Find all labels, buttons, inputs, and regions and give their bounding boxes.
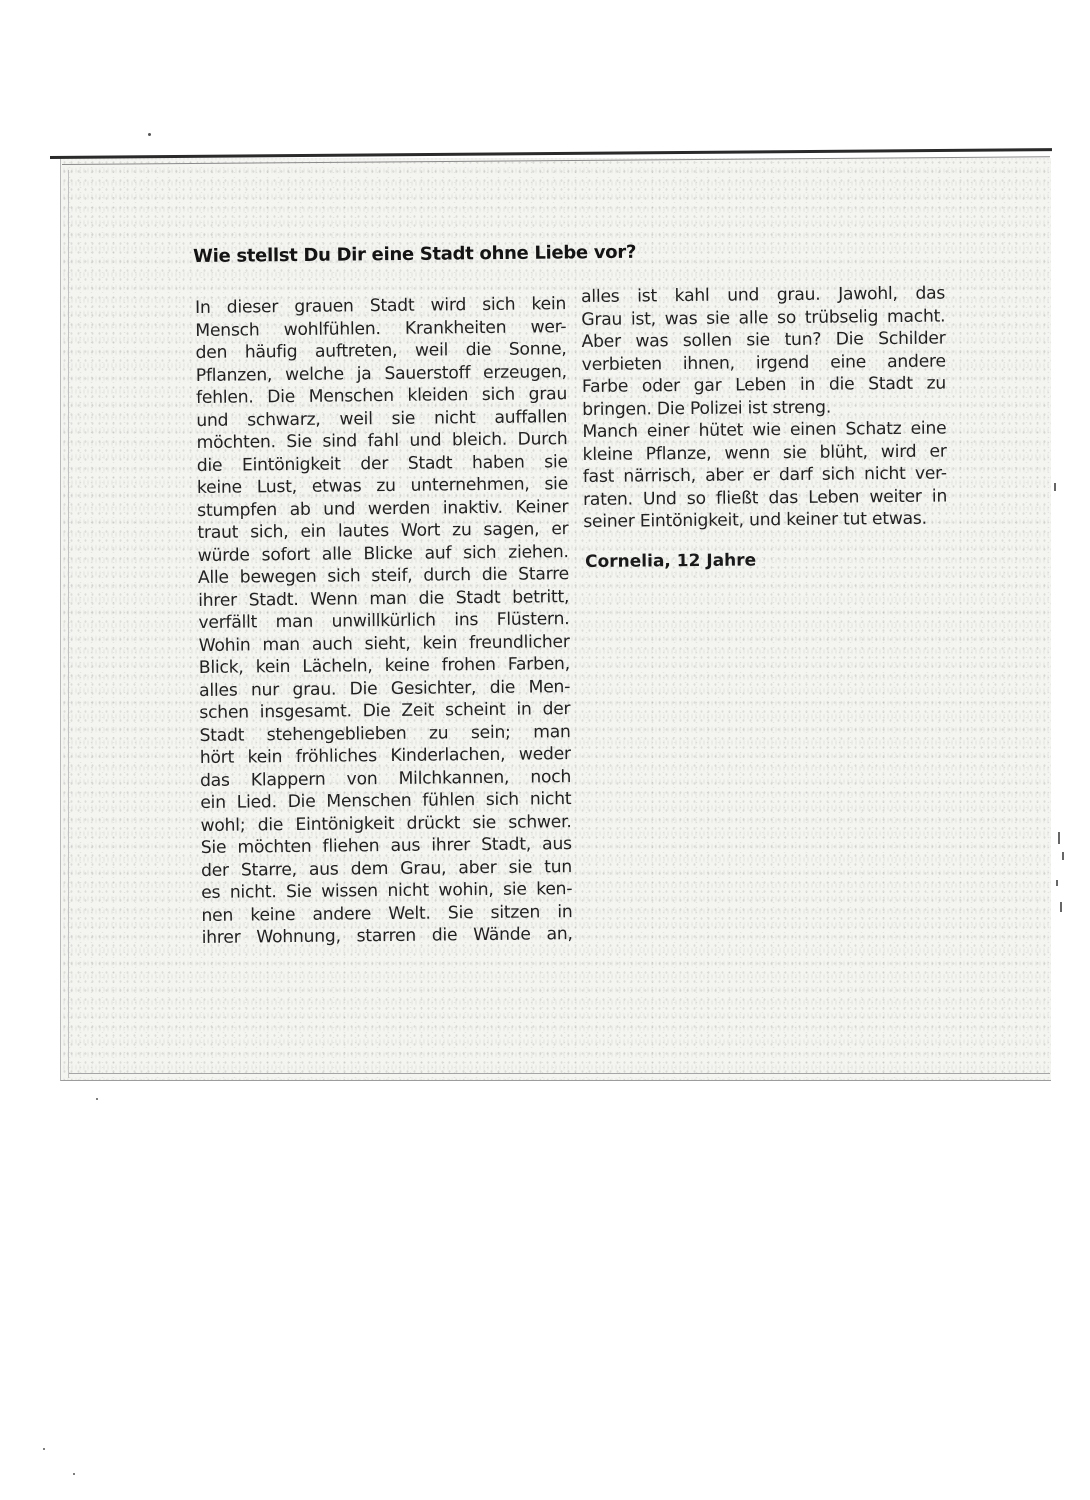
text-line: verbieten ihnen, irgend eine andere	[581, 351, 946, 375]
text-line: Alle bewegen sich steif, durch die Starre	[197, 564, 570, 588]
scan-speck	[96, 1098, 98, 1100]
text-line: In dieser grauen Stadt wird sich kein	[195, 294, 567, 318]
text-line: kleine Pflanze, wenn sie blüht, wird er	[582, 440, 947, 465]
text-line: Stadt stehengeblieben zu sein; man	[199, 721, 571, 746]
text-line: keine Lust, etwas zu unternehmen, sie	[196, 474, 569, 498]
text-line: die Eintönigkeit der Stadt haben sie	[196, 451, 568, 476]
text-line: es nicht. Sie wissen nicht wohin, sie ken-	[201, 879, 573, 903]
text-line: alles ist kahl und grau. Jawohl, das	[581, 283, 946, 307]
text-line: Manch einer hütet wie einen Schatz eine	[582, 418, 947, 442]
text-line: Sie möchten fliehen aus ihrer Stadt, aus	[200, 834, 572, 858]
scan-mark	[1054, 483, 1056, 491]
text-line: Pflanzen, welche ja Sauerstoff erzeugen,	[195, 361, 567, 386]
scan-mark	[1062, 852, 1064, 860]
text-line: Mensch wohlfühlen. Krankheiten wer-	[195, 316, 567, 341]
scan-speck	[43, 1448, 45, 1450]
scan-mark	[1058, 832, 1060, 844]
text-line: fast närrisch, aber er darf sich nicht ver-	[582, 463, 947, 487]
text-line: ihrer Stadt. Wenn man die Stadt betritt,	[198, 586, 570, 611]
scan-mark	[1060, 902, 1062, 912]
text-line: der Starre, aus dem Grau, aber sie tun	[200, 856, 573, 881]
text-line: schen insgesamt. Die Zeit scheint in der	[199, 699, 571, 723]
text-line: möchten. Sie sind fahl und bleich. Durch	[196, 429, 568, 453]
text-line: und schwarz, weil sie nicht auffallen	[196, 406, 568, 431]
article-right-column	[581, 283, 947, 534]
clipping-left-edge	[68, 170, 69, 1078]
text-line: alles nur grau. Die Gesichter, die Men-	[199, 676, 571, 701]
text-line: hört kein fröhliches Kinderlachen, weder	[199, 744, 571, 768]
text-line: fehlen. Die Menschen kleiden sich grau	[195, 384, 568, 408]
text-line: das Klappern von Milchkannen, noch	[199, 766, 572, 791]
article-author: Cornelia, 12 Jahre	[585, 550, 757, 572]
text-line: verfällt man unwillkürlich ins Flüstern.	[198, 609, 570, 633]
text-line: Grau ist, was sie alle so trübselig macht.	[581, 306, 946, 330]
text-line: ihrer Wohnung, starren die Wände an,	[201, 924, 573, 948]
article-left-column	[195, 293, 573, 949]
text-line: Blick, kein Lächeln, keine frohen Farben,	[198, 654, 570, 678]
text-line: Farbe oder gar Leben in die Stadt zu	[581, 373, 947, 397]
scan-mark	[1056, 880, 1058, 886]
text-line: traut sich, ein lautes Wort zu sagen, er	[197, 519, 569, 543]
text-line: nen keine andere Welt. Sie sitzen in	[201, 901, 573, 926]
scan-speck	[73, 1473, 75, 1475]
text-line: Wohin man auch sieht, kein freundlicher	[198, 631, 570, 656]
text-line: stumpfen ab und werden inaktiv. Keiner	[197, 496, 569, 521]
scan-speck	[148, 133, 151, 136]
article-title: Wie stellst Du Dir eine Stadt ohne Liebe vor?	[193, 241, 637, 267]
text-line: würde sofort alle Blicke auf sich ziehen.	[197, 541, 569, 566]
text-line: Aber was sollen sie tun? Die Schilder	[581, 328, 946, 352]
text-line: den häufig auftreten, weil die Sonne,	[195, 339, 567, 363]
text-line: ein Lied. Die Menschen fühlen sich nicht	[200, 789, 572, 813]
clipping-bottom-edge	[68, 1073, 1050, 1074]
text-line: bringen. Die Polizei ist streng.	[582, 397, 832, 420]
text-line: raten. Und so fließt das Leben weiter in	[582, 485, 948, 510]
text-line: wohl; die Eintönigkeit drückt sie schwer.	[200, 811, 572, 836]
text-line: seiner Eintönigkeit, und keiner tut etwas.	[583, 508, 927, 532]
